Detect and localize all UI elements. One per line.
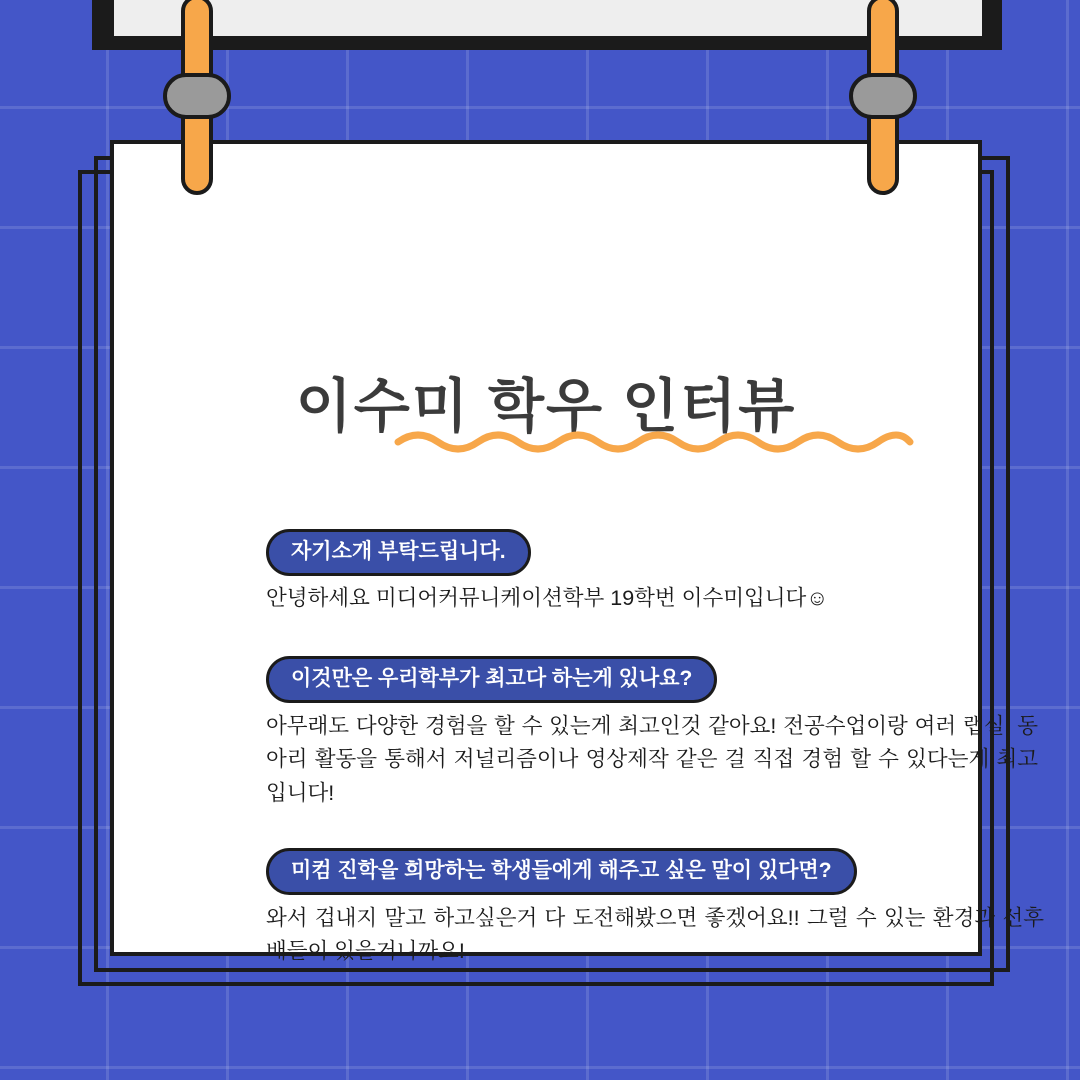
answer-text-2: 아무래도 다양한 경험을 할 수 있는게 최고인것 같아요! 전공수업이랑 여러 랩실, 동아리 활동을 통해서 저널리즘이나 영상제작 같은 걸 직접 경험 할 수 있다는게 최고입니다!	[266, 714, 1038, 805]
qa-block-3	[266, 848, 1080, 895]
answer-text-3: 와서 겁내지 말고 하고싶은거 다 도전해봤으면 좋겠어요!! 그럴 수 있는 환경과 선후배들이 있을거니까요!	[266, 906, 1044, 964]
page-title: 이수미 학우 인터뷰	[295, 374, 797, 439]
interview-card	[110, 140, 1044, 964]
question-pill-1: 자기소개 부탁드립니다.	[266, 529, 531, 576]
answer-text-1: 안녕하세요 미디어커뮤니케이션학부 19학번 이수미입니다☺	[266, 586, 829, 610]
squiggle-underline-icon	[394, 426, 914, 456]
binder-ring-right	[851, 0, 915, 195]
binder-ring-right-clip	[849, 73, 917, 119]
question-pill-3: 미컴 진학을 희망하는 학생들에게 해주고 싶은 말이 있다면?	[266, 848, 857, 895]
question-pill-2: 이것만은 우리학부가 최고다 하는게 있나요?	[266, 656, 717, 703]
binder-ring-left	[165, 0, 229, 195]
qa-block-2	[266, 656, 1080, 703]
qa-block-1	[266, 529, 1080, 576]
binder-ring-left-clip	[163, 73, 231, 119]
